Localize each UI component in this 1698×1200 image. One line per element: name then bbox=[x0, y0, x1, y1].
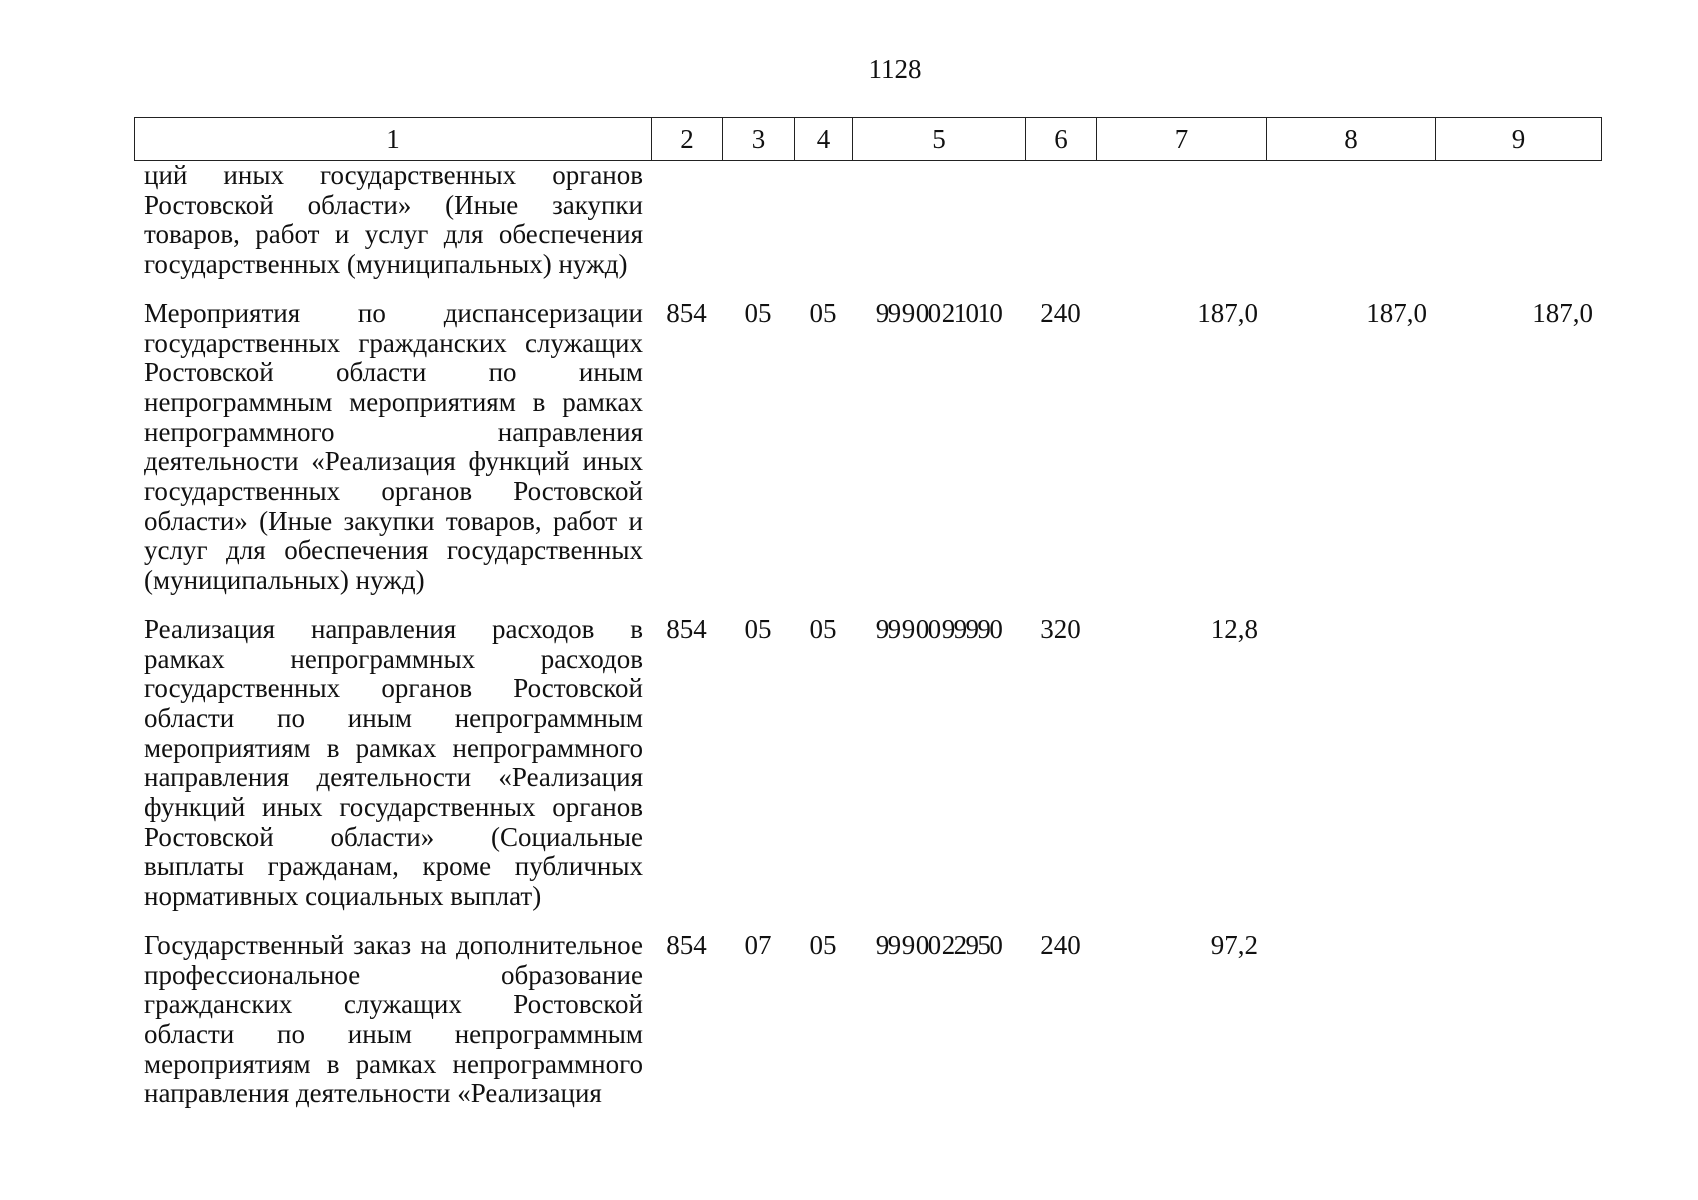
cell-col5: 99 9 00 99990 bbox=[875, 613, 1002, 644]
cell-col5: 99 9 00 21010 bbox=[875, 297, 1002, 328]
cell-col2: 854 bbox=[666, 297, 707, 328]
row-description: Государственный заказ на дополнительное профессиональное образование гражданских служащих Ростовской области по иным непрограммным мероприятиям в рамках непрограммного направления деятельности «Реализация bbox=[144, 929, 643, 1109]
column-header-6: 6 bbox=[1026, 118, 1097, 161]
page-number: 1128 bbox=[868, 54, 922, 84]
cell-col6: 320 bbox=[1040, 613, 1081, 644]
cell-col2: 854 bbox=[666, 929, 707, 960]
cell-col5: 99 9 00 22950 bbox=[875, 929, 1002, 960]
table-row bbox=[134, 161, 1601, 299]
column-header-5: 5 bbox=[853, 118, 1026, 161]
cell-col2: 854 bbox=[666, 613, 707, 644]
cell-col9 bbox=[1435, 161, 1601, 299]
row-description: Реализация направления расходов в рамках непрограммных расходов государственных органов Ростовской области по иным непрограммным мероприятиям в рамках непрограммного направления деятельности «Реализация функций иных государственных органов Ростовской области» (Социальные выплаты гражданам, кроме публичных нормативных социальных выплат) bbox=[144, 613, 643, 912]
cell-col6 bbox=[1025, 161, 1096, 299]
column-header-4: 4 bbox=[795, 118, 853, 161]
cell-col4: 05 bbox=[809, 613, 837, 644]
cell-col6: 240 bbox=[1040, 297, 1081, 328]
cell-col8 bbox=[1266, 615, 1435, 931]
table-row bbox=[134, 931, 1601, 1109]
column-header-7: 7 bbox=[1097, 118, 1267, 161]
cell-col5 bbox=[852, 161, 1025, 299]
column-header-3: 3 bbox=[723, 118, 795, 161]
cell-col3 bbox=[722, 161, 794, 299]
cell-col3: 05 bbox=[744, 297, 772, 328]
cell-col3: 07 bbox=[744, 929, 772, 960]
column-header-1: 1 bbox=[135, 118, 652, 161]
column-header-table bbox=[134, 117, 1602, 161]
cell-col4 bbox=[794, 161, 852, 299]
cell-col8: 187,0 bbox=[1366, 297, 1427, 328]
cell-col9 bbox=[1435, 931, 1601, 1109]
column-header-2: 2 bbox=[652, 118, 723, 161]
header-row bbox=[135, 118, 1602, 161]
cell-col4: 05 bbox=[809, 929, 837, 960]
cell-col9: 187,0 bbox=[1532, 297, 1593, 328]
column-header-8: 8 bbox=[1267, 118, 1436, 161]
cell-col7: 187,0 bbox=[1197, 297, 1258, 328]
row-description: Мероприятия по диспансеризации государственных гражданских служащих Ростовской области по иным непрограммным мероприятиям в рамках непрограммного направления деятельности «Реализация функций иных государственных органов Ростовской области» (Иные закупки товаров, работ и услуг для обеспечения государственных (муниципальных) нужд) bbox=[144, 297, 643, 596]
cell-col2 bbox=[651, 161, 722, 299]
cell-col7: 97,2 bbox=[1210, 929, 1258, 960]
column-header-9: 9 bbox=[1436, 118, 1602, 161]
cell-col7: 12,8 bbox=[1210, 613, 1258, 644]
cell-col6: 240 bbox=[1040, 929, 1081, 960]
cell-col4: 05 bbox=[809, 297, 837, 328]
cell-col3: 05 bbox=[744, 613, 772, 644]
cell-col7 bbox=[1096, 161, 1266, 299]
table-row bbox=[134, 615, 1601, 931]
cell-col8 bbox=[1266, 161, 1435, 299]
table-row bbox=[134, 299, 1601, 615]
cell-col9 bbox=[1435, 615, 1601, 931]
budget-table bbox=[134, 161, 1601, 1109]
row-description: ций иных государственных органов Ростовской области» (Иные закупки товаров, работ и услуг для обеспечения государственных (муниципальных) нужд) bbox=[144, 160, 643, 280]
cell-col8 bbox=[1266, 931, 1435, 1109]
